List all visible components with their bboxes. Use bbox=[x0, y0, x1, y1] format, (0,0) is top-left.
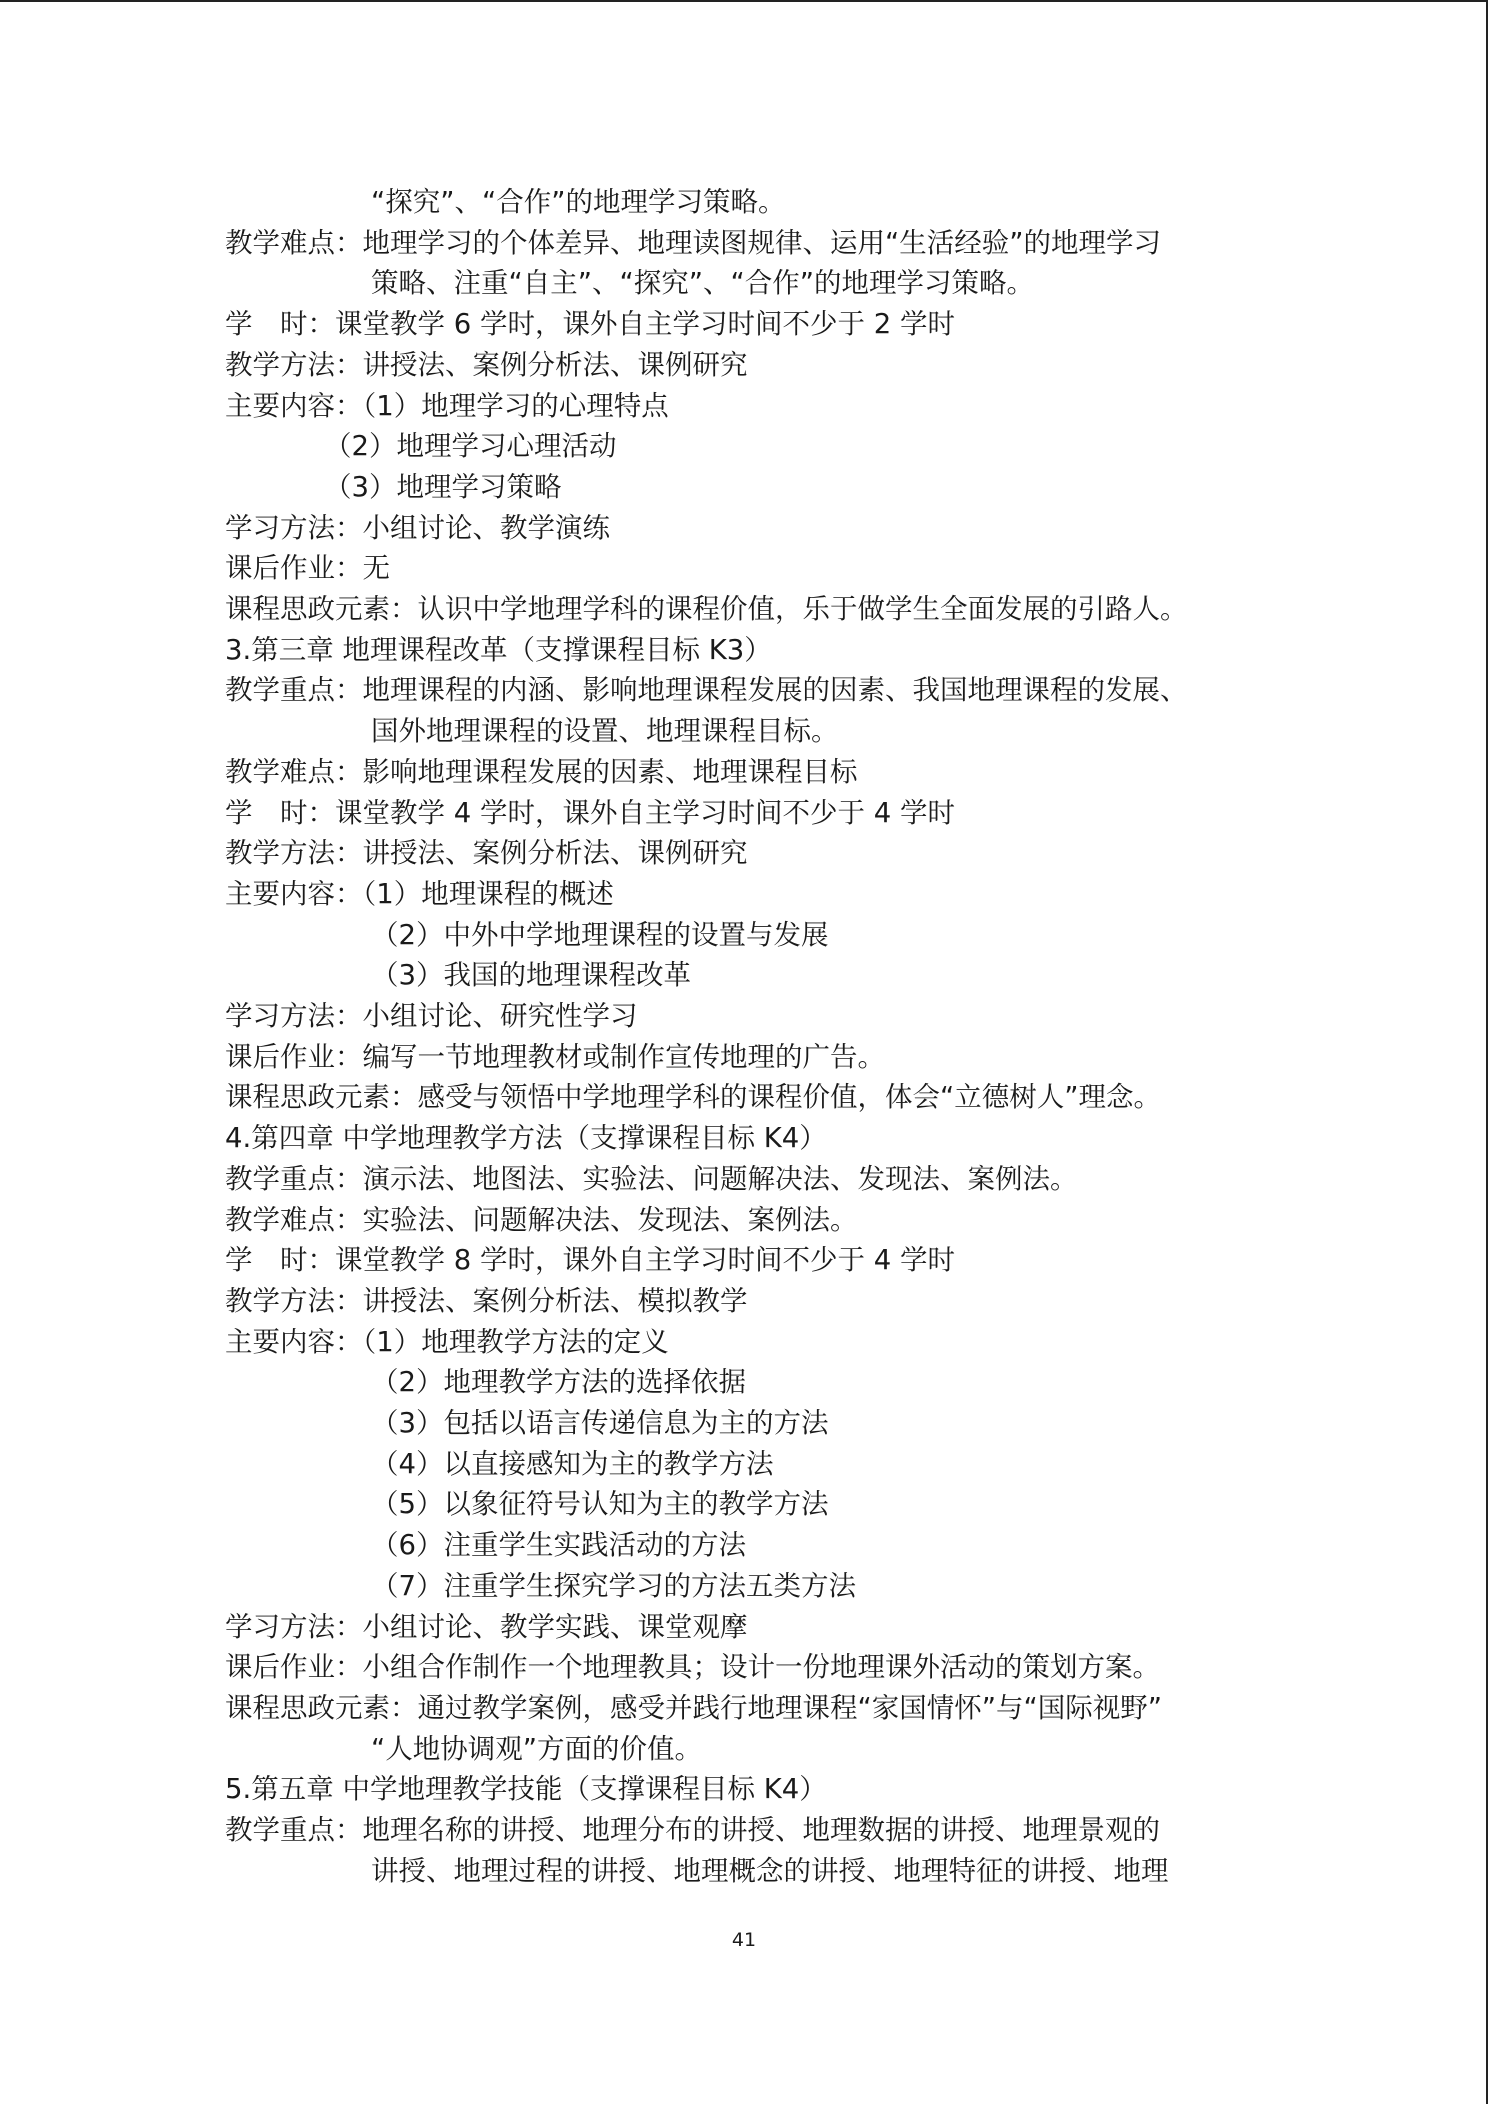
text-line: 学 时：课堂教学 4 学时，课外自主学习时间不少于 4 学时 bbox=[225, 796, 955, 829]
text-line: 课后作业：无 bbox=[225, 552, 390, 585]
text-line: 主要内容：（1）地理教学方法的定义 bbox=[225, 1325, 669, 1358]
text-line: 学习方法：小组讨论、教学演练 bbox=[225, 511, 610, 544]
text-line: 课程思政元素：感受与领悟中学地理学科的课程价值，体会“立德树人”理念。 bbox=[225, 1081, 1161, 1114]
text-line: （5）以象征符号认知为主的教学方法 bbox=[371, 1488, 829, 1521]
text-line: （4）以直接感知为主的教学方法 bbox=[371, 1447, 774, 1480]
text-line: （2）地理教学方法的选择依据 bbox=[371, 1366, 746, 1399]
page-number: 41 bbox=[731, 1929, 757, 1951]
text-line: 学 时：课堂教学 6 学时，课外自主学习时间不少于 2 学时 bbox=[225, 308, 955, 341]
text-line: （3）我国的地理课程改革 bbox=[371, 959, 691, 992]
text-line: 教学方法：讲授法、案例分析法、模拟教学 bbox=[225, 1284, 748, 1317]
text-line: 学习方法：小组讨论、教学实践、课堂观摩 bbox=[225, 1610, 748, 1643]
text-line: 主要内容：（1）地理学习的心理特点 bbox=[225, 389, 669, 422]
text-line: 国外地理课程的设置、地理课程目标。 bbox=[371, 715, 839, 748]
text-line: （6）注重学生实践活动的方法 bbox=[371, 1529, 746, 1562]
text-line: 4.第四章 中学地理教学方法（支撑课程目标 K4） bbox=[225, 1122, 827, 1155]
text-line: 教学重点：演示法、地图法、实验法、问题解决法、发现法、案例法。 bbox=[225, 1162, 1078, 1195]
text-line: 讲授、地理过程的讲授、地理概念的讲授、地理特征的讲授、地理 bbox=[371, 1854, 1169, 1887]
text-line: 教学方法：讲授法、案例分析法、课例研究 bbox=[225, 837, 748, 870]
text-line: “人地协调观”方面的价值。 bbox=[371, 1732, 702, 1765]
text-line: “探究”、“合作”的地理学习策略。 bbox=[371, 186, 786, 218]
text-line: 教学难点：影响地理课程发展的因素、地理课程目标 bbox=[225, 755, 858, 788]
text-line: （3）地理学习策略 bbox=[324, 470, 562, 503]
text-line: 课程思政元素：认识中学地理学科的课程价值，乐于做学生全面发展的引路人。 bbox=[225, 593, 1188, 625]
text-line: （3）包括以语言传递信息为主的方法 bbox=[371, 1407, 829, 1439]
text-line: （2）中外中学地理课程的设置与发展 bbox=[371, 918, 829, 951]
text-line: 主要内容：（1）地理课程的概述 bbox=[225, 877, 614, 910]
text-line: 教学方法：讲授法、案例分析法、课例研究 bbox=[225, 348, 748, 381]
text-line: 教学难点：实验法、问题解决法、发现法、案例法。 bbox=[225, 1203, 858, 1236]
text-line: 教学难点：地理学习的个体差异、地理读图规律、运用“生活经验”的地理学习 bbox=[225, 226, 1161, 259]
text-line: 5.第五章 中学地理教学技能（支撑课程目标 K4） bbox=[225, 1773, 827, 1806]
text-line: 教学重点：地理名称的讲授、地理分布的讲授、地理数据的讲授、地理景观的 bbox=[225, 1814, 1160, 1846]
text-line: 策略、注重“自主”、“探究”、“合作”的地理学习策略。 bbox=[371, 267, 1034, 300]
text-line: （2）地理学习心理活动 bbox=[324, 430, 617, 463]
text-line: 课后作业：编写一节地理教材或制作宣传地理的广告。 bbox=[225, 1040, 885, 1073]
text-line: 课程思政元素：通过教学案例，感受并践行地理课程“家国情怀”与“国际视野” bbox=[225, 1691, 1162, 1724]
text-line: 课后作业：小组合作制作一个地理教具；设计一份地理课外活动的策划方案。 bbox=[225, 1651, 1160, 1684]
text-line: 3.第三章 地理课程改革（支撑课程目标 K3） bbox=[225, 633, 772, 666]
text-line: （7）注重学生探究学习的方法五类方法 bbox=[371, 1569, 856, 1602]
text-line: 教学重点：地理课程的内涵、影响地理课程发展的因素、我国地理课程的发展、 bbox=[225, 674, 1188, 707]
text-line: 学习方法：小组讨论、研究性学习 bbox=[225, 1000, 638, 1032]
text-line: 学 时：课堂教学 8 学时，课外自主学习时间不少于 4 学时 bbox=[225, 1244, 955, 1277]
